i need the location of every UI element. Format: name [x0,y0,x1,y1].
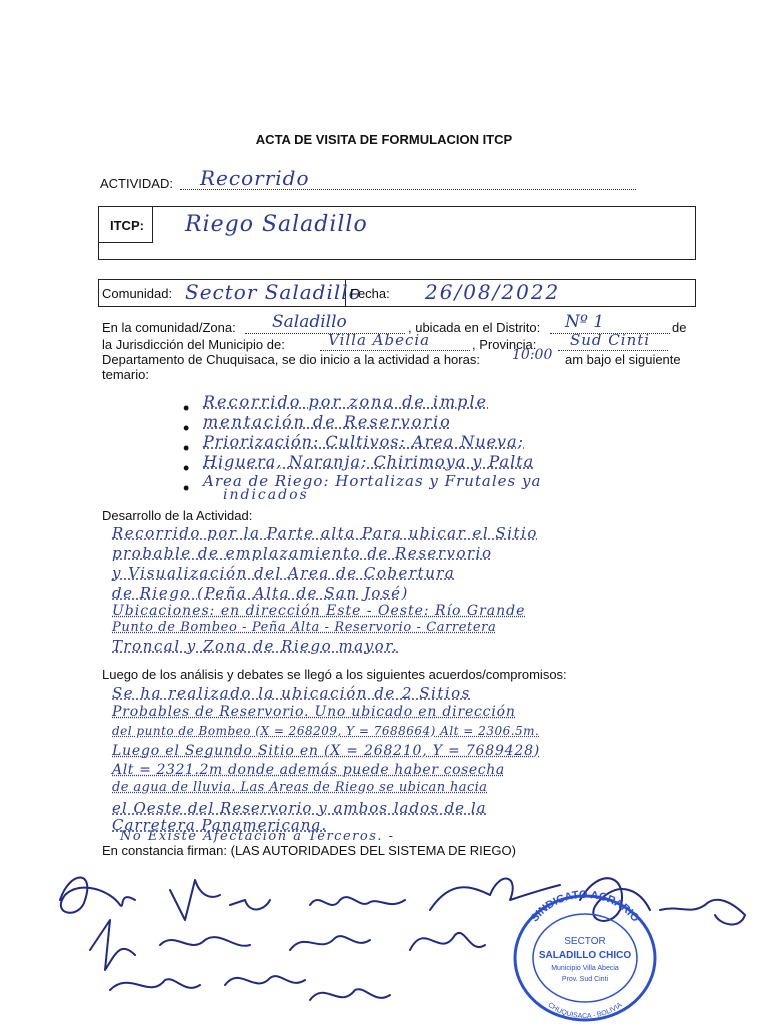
bullet: • [183,438,190,458]
provincia-line [558,350,668,351]
bullet: • [183,458,190,478]
acuerdos-line: el Oeste del Reservorio y ambos lados de la [112,799,487,817]
temario-item: Higuera, Naranja; Chirimoya y Palta [203,452,535,471]
bullet: • [183,398,190,418]
desarrollo-line: Punto de Bombeo - Peña Alta - Reservorio - Carretera [112,620,497,635]
temario-item: indicados [223,487,309,503]
intro-text-4: la Jurisdicción del Municipio de: [102,337,285,352]
temario-list [183,392,663,508]
itcp-value: Riego Saladillo [185,212,368,237]
signature-12 [225,976,305,985]
desarrollo-label: Desarrollo de la Actividad: [102,508,253,523]
stamp-seal [505,888,665,1023]
intro-text-3: de [672,320,687,335]
temario-item: mentación de Reservorio [203,412,452,431]
itcp-label: ITCP: [110,218,144,233]
signature-2 [170,880,270,920]
acuerdos-line: Alt = 2321.2m donde además puede haber cosecha [112,762,505,778]
stamp-provincia: Prov. Sud Cinti [561,976,609,983]
desarrollo-line: probable de emplazamiento de Reservorio [112,544,493,562]
desarrollo-line: Recorrido por la Parte alta Para ubicar el Sitio [112,524,538,542]
stamp-bottom-text: CHUQUISACA - BOLIVIA [546,1001,624,1021]
acuerdos-line: Probables de Reservorio. Uno ubicado en dirección [112,704,516,720]
intro-text-7: am bajo el siguiente [565,352,681,367]
firman-label: En constancia firman: (LAS AUTORIDADES DEL SISTEMA DE RIEGO) [102,843,516,858]
desarrollo-line: Ubicaciones: en dirección Este - Oeste: Río Grande [112,603,526,619]
comunidad-value: Sector Saladillo [185,280,362,304]
zona-value: Saladillo [272,312,347,332]
acuerdos-line: Carretera Panamericana. [112,816,328,834]
acuerdos-label: Luego de los análisis y debates se llegó a los siguientes acuerdos/compromisos: [102,667,567,682]
acuerdos-line: Se ha realizado la ubicación de 2 Sitios [112,684,471,702]
signature-11 [110,979,200,990]
fecha-label: Fecha: [350,286,390,301]
municipio-value: Villa Abecia [328,331,431,349]
intro-text-6: Departamento de Chuquisaca, se dio inicio a la actividad a horas: [102,352,480,367]
bullet: • [183,418,190,438]
actividad-label: ACTIVIDAD: [100,176,173,191]
actividad-value: Recorrido [200,166,310,190]
comunidad-label: Comunidad: [102,286,173,301]
desarrollo-line: Troncal y Zona de Riego mayor. [112,637,399,655]
stamp-municipio: Municipio Villa Abecia [551,965,619,972]
stamp-sector: SECTOR [564,936,606,947]
desarrollo-line: de Riego (Peña Alta de San José) [112,584,409,602]
provincia-value: Sud Cinti [570,331,651,349]
signature-6 [660,900,745,925]
acuerdos-line: No Existe Afectación a Terceros. - [120,829,395,844]
distrito-value: Nº 1 [565,312,605,332]
itcp-divider [152,206,153,242]
bullet: • [183,478,190,498]
stamp-top-text: SINDICATO AGRARIO [528,888,642,925]
intro-text-5: , Provincia: [472,337,537,352]
desarrollo-line: y Visualización del Area de Cobertura [112,564,456,582]
fecha-value: 26/08/2022 [425,280,561,304]
svg-text:CHUQUISACA - BOLIVIA [546,1002,623,1021]
signature-13 [310,989,390,1000]
itcp-label-bottom [98,242,153,243]
svg-text:SINDICATO AGRARIO [529,889,642,925]
municipio-line [320,350,470,351]
signature-3 [310,897,405,905]
signature-1 [60,878,135,913]
acuerdos-line: de agua de lluvia. Las Areas de Riego se ubican hacia [112,780,488,795]
signature-8 [160,937,250,946]
intro-text-1: En la comunidad/Zona: [102,320,236,335]
document-title: ACTA DE VISITA DE FORMULACION ITCP [255,132,513,147]
signature-7 [90,920,135,970]
stamp-name: SALADILLO CHICO [538,950,632,961]
temario-item: Area de Riego: Hortalizas y Frutales ya [203,472,542,490]
acuerdos-line: del punto de Bombeo (X = 268209, Y = 7688664) Alt = 2306.5m. [112,724,540,738]
temario-item: Recorrido por zona de imple [203,392,488,411]
hora-value: 10:00 [512,347,553,363]
intro-text-8: temario: [102,367,149,382]
intro-text-2: , ubicada en el Distrito: [408,320,541,335]
acuerdos-line: Luego el Segundo Sitio en (X = 268210, Y = 7689428) [112,743,541,759]
temario-item: Priorización: Cultivos: Area Nueva; [203,432,524,451]
signature-9 [290,936,370,950]
signature-10 [410,933,485,950]
